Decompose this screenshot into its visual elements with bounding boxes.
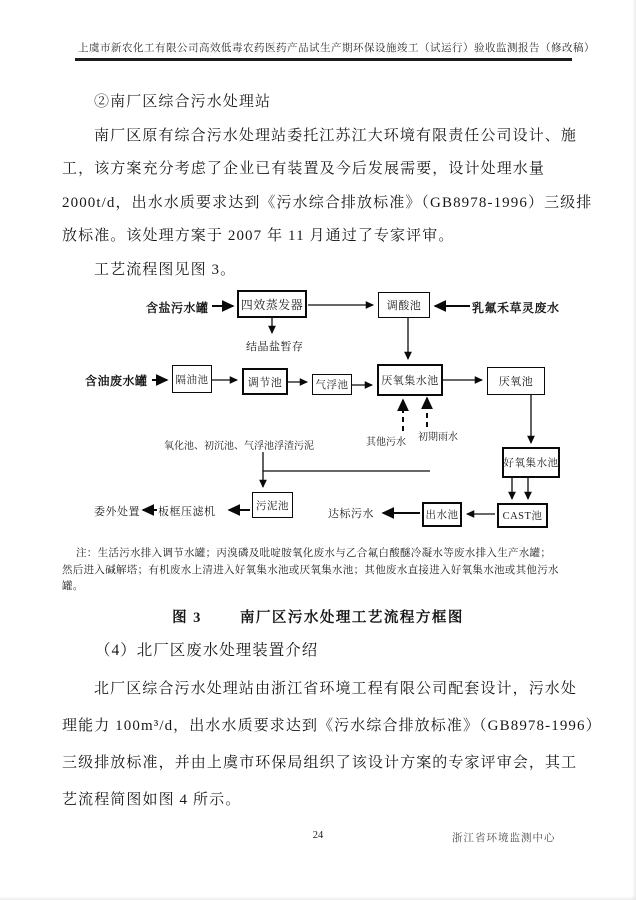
intro-line: 2000t/d，出水水质要求达到《污水综合排放标准》（GB8978-1996）三级排 — [62, 194, 593, 211]
flowchart-note — [62, 546, 578, 596]
flow-box-flotation-tank: 气浮池 — [312, 374, 352, 395]
label-salt-storage: 结晶盐暂存 — [246, 341, 304, 353]
section4-heading: （4）北厂区废水处理装置介绍 — [95, 642, 319, 659]
flow-box-anaerobic-tank: 厌氧池 — [487, 367, 545, 395]
figure-title: 南厂区污水处理工艺流程方框图 — [239, 610, 464, 626]
intro-line: 放标准。该处理方案于 2007 年 11 月通过了专家评审。 — [62, 228, 455, 244]
flow-box-aerobic-collect: 好氧集水池 — [502, 447, 560, 478]
figure-caption — [0, 606, 636, 627]
label-herbicide-wastewater: 乳氟禾草灵废水 — [472, 301, 560, 315]
footer-organization: 浙江省环境监测中心 — [452, 833, 556, 844]
section4-paragraph — [62, 671, 602, 819]
label-initial-rainwater: 初期雨水 — [418, 432, 458, 443]
label-filter-press: 板框压滤机 — [158, 506, 216, 518]
intro-line: ②南厂区综合污水处理站 — [94, 94, 272, 110]
section4-line: 理能力 100m³/d，出水水质要求达到《污水综合排放标准》（GB8978-1996） — [62, 718, 602, 734]
flow-box-outlet-tank: 出水池 — [422, 502, 462, 527]
label-other-sewage: 其他污水 — [366, 437, 406, 448]
intro-paragraph — [62, 86, 593, 287]
label-oily-wastewater-tank: 含油废水罐 — [85, 374, 148, 388]
note-line: 注：生活污水排入调节水罐；丙溴磷及吡啶胺氧化废水与乙合氟白酸醚冷凝水等废水排入生产水罐； — [76, 548, 552, 559]
intro-line: 南厂区原有综合污水处理站委托江苏江大环境有限责任公司设计、施 — [94, 127, 578, 144]
flow-box-anaerobic-collect: 厌氧集水池 — [377, 364, 443, 396]
section4-line: 艺流程简图如图 4 所示。 — [62, 792, 242, 808]
figure-number: 图 3 — [172, 610, 202, 626]
intro-line: 工，该方案充分考虑了企业已有装置及今后发展需要，设计处理水量 — [62, 161, 546, 177]
label-sludge-sources: 氧化池、初沉池、气浮池浮渣污泥 — [164, 441, 314, 452]
section4-line: 北厂区综合污水处理站由浙江省环境工程有限公司配套设计，污水处 — [94, 681, 578, 697]
flow-box-cast-tank: CAST池 — [497, 503, 548, 528]
page-number: 24 — [312, 830, 324, 841]
section4-line: 三级排放标准，并由上虞市环保局组织了该设计方案的专家评审会，其工 — [62, 755, 578, 771]
note-line: 罐。 — [62, 581, 84, 592]
flow-box-evaporator: 四效蒸发器 — [237, 290, 307, 318]
page-header-title: 上虞市新农化工有限公司高效低毒农药医药产品试生产期环保设施竣工（试运行）验收监测报告（修改稿） — [78, 43, 595, 54]
note-line: 然后进入碱解塔；有机废水上清进入好氧集水池或厌氧集水池；其他废水直接进入好氧集水池或其他污水 — [62, 564, 559, 576]
flow-box-oil-separator: 隔油池 — [172, 365, 212, 393]
flow-box-regulating-tank: 调节池 — [242, 368, 288, 395]
label-external-disposal: 委外处置 — [94, 506, 140, 518]
label-compliant-water: 达标污水 — [328, 508, 374, 520]
intro-line: 工艺流程图见图 3。 — [94, 261, 237, 278]
label-salt-wastewater-tank: 含盐污水罐 — [146, 301, 209, 315]
flow-box-sludge-tank: 污泥池 — [252, 492, 293, 518]
flow-box-acid-tank: 调酸池 — [378, 292, 430, 318]
header-rule — [75, 58, 572, 61]
